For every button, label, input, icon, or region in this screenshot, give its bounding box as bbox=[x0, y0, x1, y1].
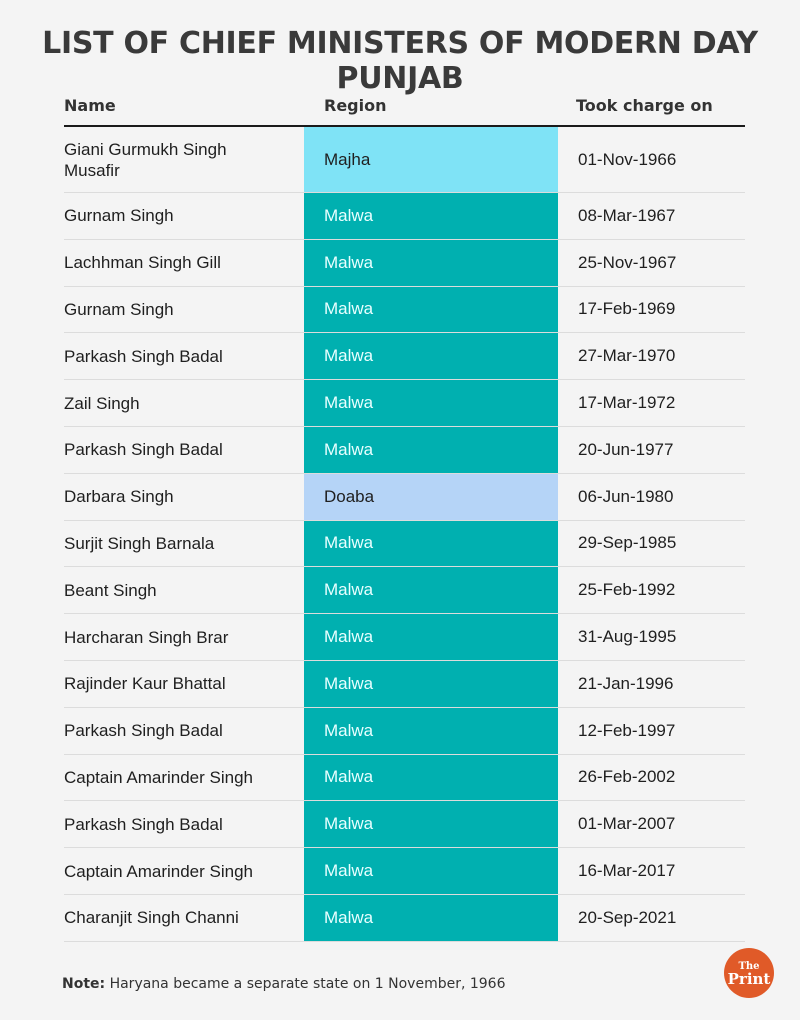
cell-region: Malwa bbox=[304, 755, 558, 801]
cell-date: 27-Mar-1970 bbox=[578, 346, 676, 366]
footnote-text: Haryana became a separate state on 1 November, 1966 bbox=[109, 976, 506, 992]
cell-region: Malwa bbox=[304, 614, 558, 660]
cell-date: 08-Mar-1967 bbox=[578, 205, 676, 225]
cell-date: 16-Mar-2017 bbox=[578, 861, 676, 881]
cell-name: Captain Amarinder Singh bbox=[64, 861, 254, 881]
table-row bbox=[64, 661, 745, 708]
cell-date: 26-Feb-2002 bbox=[578, 767, 676, 787]
cell-name: Rajinder Kaur Bhattal bbox=[64, 674, 226, 694]
cell-region: Malwa bbox=[304, 661, 558, 707]
cell-name: Gurnam Singh bbox=[64, 299, 174, 319]
cell-region: Majha bbox=[304, 127, 558, 192]
cell-region: Doaba bbox=[304, 474, 558, 520]
footnote bbox=[62, 976, 506, 992]
page-title: LIST OF CHIEF MINISTERS OF MODERN DAY PUNJAB bbox=[42, 26, 758, 96]
cell-region: Malwa bbox=[304, 801, 558, 847]
cell-name: Parkash Singh Badal bbox=[64, 721, 223, 741]
cell-region: Malwa bbox=[304, 895, 558, 941]
cell-region: Malwa bbox=[304, 240, 558, 286]
ministers-table bbox=[0, 127, 800, 942]
cell-region: Malwa bbox=[304, 567, 558, 613]
cell-date: 01-Mar-2007 bbox=[578, 814, 676, 834]
cell-date: 12-Feb-1997 bbox=[578, 720, 676, 740]
column-header-name: Name bbox=[64, 96, 116, 115]
cell-name: Harcharan Singh Brar bbox=[64, 627, 229, 647]
table-row bbox=[64, 380, 745, 427]
table-row bbox=[64, 127, 745, 193]
cell-date: 01-Nov-1966 bbox=[578, 149, 677, 169]
cell-name: Charanjit Singh Channi bbox=[64, 908, 239, 928]
table-row bbox=[64, 848, 745, 895]
cell-date: 17-Feb-1969 bbox=[578, 299, 676, 319]
cell-region: Malwa bbox=[304, 193, 558, 239]
column-header-date: Took charge on bbox=[576, 96, 713, 115]
theprint-logo bbox=[724, 948, 774, 998]
cell-date: 20-Jun-1977 bbox=[578, 439, 674, 459]
table-row bbox=[64, 567, 745, 614]
cell-date: 25-Feb-1992 bbox=[578, 580, 676, 600]
table-row bbox=[64, 427, 745, 474]
table-row bbox=[64, 521, 745, 568]
table-row bbox=[64, 474, 745, 521]
table-row bbox=[64, 193, 745, 240]
table-row bbox=[64, 333, 745, 380]
cell-name: Captain Amarinder Singh bbox=[64, 767, 254, 787]
table-row bbox=[64, 755, 745, 802]
cell-date: 31-Aug-1995 bbox=[578, 627, 677, 647]
cell-date: 20-Sep-2021 bbox=[578, 907, 677, 927]
table-row bbox=[64, 708, 745, 755]
cell-name: Beant Singh bbox=[64, 580, 157, 600]
cell-name: Zail Singh bbox=[64, 393, 140, 413]
cell-region: Malwa bbox=[304, 380, 558, 426]
cell-region: Malwa bbox=[304, 708, 558, 754]
logo-line2: Print bbox=[727, 970, 771, 988]
table-row bbox=[64, 801, 745, 848]
cell-date: 06-Jun-1980 bbox=[578, 486, 674, 506]
cell-date: 21-Jan-1996 bbox=[578, 673, 674, 693]
cell-name: Darbara Singh bbox=[64, 487, 174, 507]
cell-name: Giani Gurmukh Singh Musafir bbox=[64, 139, 227, 180]
cell-region: Malwa bbox=[304, 521, 558, 567]
cell-name: Surjit Singh Barnala bbox=[64, 533, 215, 553]
column-header-region: Region bbox=[324, 96, 387, 115]
cell-name: Parkash Singh Badal bbox=[64, 346, 223, 366]
footnote-label: Note: bbox=[62, 976, 106, 992]
table-row bbox=[64, 287, 745, 334]
cell-date: 29-Sep-1985 bbox=[578, 533, 677, 553]
cell-region: Malwa bbox=[304, 287, 558, 333]
table-row bbox=[64, 614, 745, 661]
cell-date: 17-Mar-1972 bbox=[578, 393, 676, 413]
cell-date: 25-Nov-1967 bbox=[578, 252, 677, 272]
cell-name: Parkash Singh Badal bbox=[64, 814, 223, 834]
table-row bbox=[64, 895, 745, 942]
logo-line1: The bbox=[738, 961, 760, 972]
cell-region: Malwa bbox=[304, 848, 558, 894]
cell-region: Malwa bbox=[304, 427, 558, 473]
table-row bbox=[64, 240, 745, 287]
cell-region: Malwa bbox=[304, 333, 558, 379]
cell-name: Parkash Singh Badal bbox=[64, 440, 223, 460]
cell-name: Gurnam Singh bbox=[64, 206, 174, 226]
cell-name: Lachhman Singh Gill bbox=[64, 253, 221, 273]
